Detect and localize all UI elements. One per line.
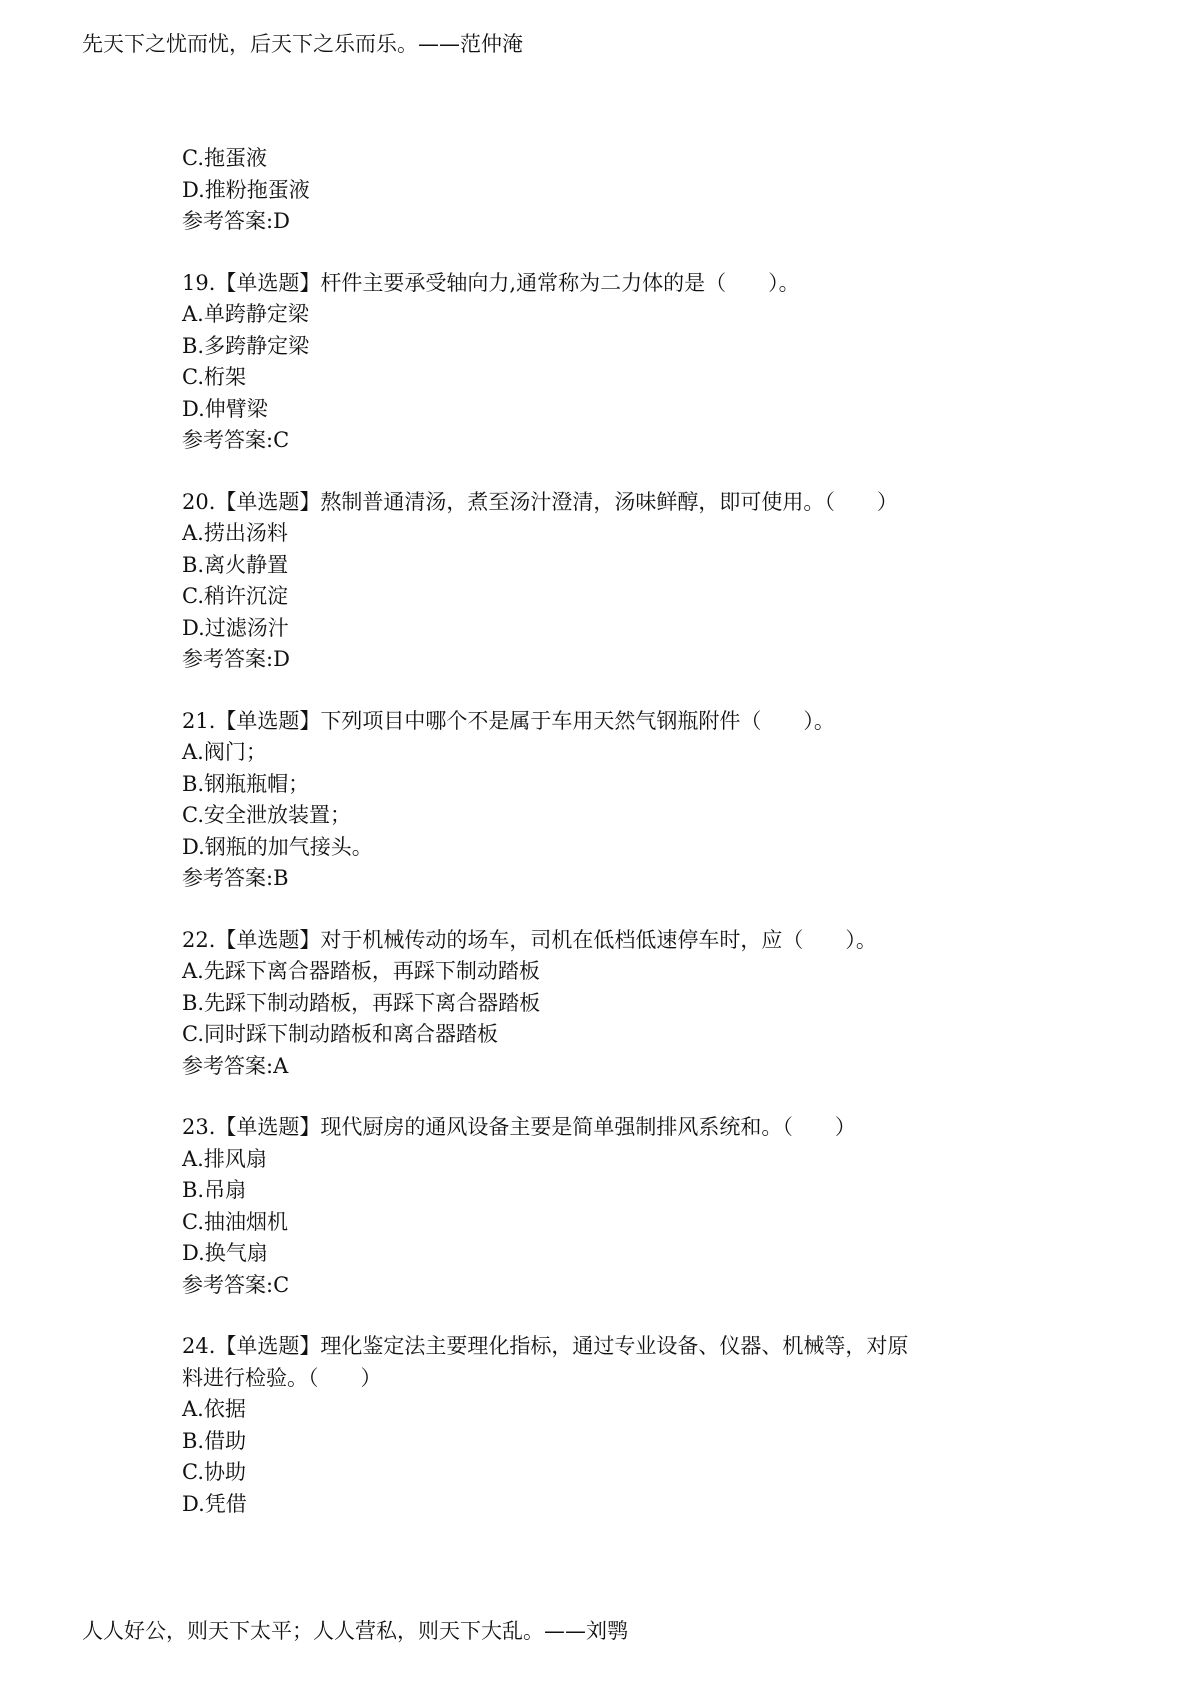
footer-quote: 人人好公，则天下太平；人人营私，则天下大乱。——刘鹗: [82, 1619, 628, 1643]
question-list: [182, 143, 1032, 1520]
option-c: C.稍许沉淀: [182, 584, 288, 608]
question-stem: 21.【单选题】下列项目中哪个不是属于车用天然气钢瓶附件（ ）。: [182, 708, 835, 733]
option-b: B.多跨静定梁: [182, 333, 310, 358]
option-a: A.依据: [182, 1397, 246, 1421]
option-b: B.离火静置: [182, 552, 289, 577]
option-d: D.钢瓶的加气接头。: [182, 834, 373, 859]
answer-line: 参考答案:D: [182, 209, 290, 233]
question-21: [182, 706, 1032, 895]
option-d: D.过滤汤汁: [182, 615, 289, 640]
option-c: C.同时踩下制动踏板和离合器踏板: [182, 1022, 498, 1046]
answer-line: 参考答案:A: [182, 1053, 289, 1078]
option-b: B.吊扇: [182, 1178, 247, 1202]
option-b: B.先踩下制动踏板，再踩下离合器踏板: [182, 990, 541, 1015]
option-a: A.排风扇: [182, 1146, 267, 1171]
option-c: C.拖蛋液: [182, 146, 267, 170]
answer-line: 参考答案:C: [182, 1272, 290, 1297]
option-a: A.捞出汤料: [182, 521, 288, 545]
question-23: [182, 1112, 1032, 1301]
option-b: B.借助: [182, 1428, 247, 1453]
option-c: C.协助: [182, 1460, 246, 1484]
option-a: A.阀门；: [182, 740, 267, 764]
option-c: C.桁架: [182, 365, 246, 389]
option-d: D.换气扇: [182, 1241, 268, 1265]
option-d: D.伸臂梁: [182, 396, 268, 421]
question-stem: 19.【单选题】杆件主要承受轴向力,通常称为二力体的是（ ）。: [182, 270, 800, 295]
answer-line: 参考答案:B: [182, 866, 289, 890]
option-c: C.抽油烟机: [182, 1209, 288, 1234]
question-stem: 23.【单选题】现代厨房的通风设备主要是简单强制排风系统和。（ ）: [182, 1115, 856, 1139]
header-quote: 先天下之忧而忧，后天下之乐而乐。——范仲淹: [82, 32, 523, 56]
answer-line: 参考答案:D: [182, 647, 290, 671]
option-c: C.安全泄放装置；: [182, 803, 351, 827]
option-d: D.推粉拖蛋液: [182, 177, 310, 202]
question-24: [182, 1331, 1032, 1520]
carryover-block: [182, 143, 1032, 238]
question-20: [182, 487, 1032, 676]
question-19: [182, 268, 1032, 457]
option-d: D.凭借: [182, 1491, 247, 1516]
question-stem: 20.【单选题】熬制普通清汤，煮至汤汁澄清，汤味鲜醇，即可使用。（ ）: [182, 489, 898, 514]
option-b: B.钢瓶瓶帽；: [182, 771, 310, 796]
question-stem: 22.【单选题】对于机械传动的场车，司机在低档低速停车时，应（ ）。: [182, 927, 877, 952]
question-stem-line-1: 24.【单选题】理化鉴定法主要理化指标，通过专业设备、仪器、机械等，对原: [182, 1334, 909, 1358]
question-stem-line-2: 料进行检验。（ ）: [182, 1365, 382, 1390]
option-a: A.先踩下离合器踏板，再踩下制动踏板: [182, 959, 540, 983]
option-a: A.单跨静定梁: [182, 302, 309, 326]
answer-line: 参考答案:C: [182, 428, 290, 452]
question-22: [182, 925, 1032, 1083]
